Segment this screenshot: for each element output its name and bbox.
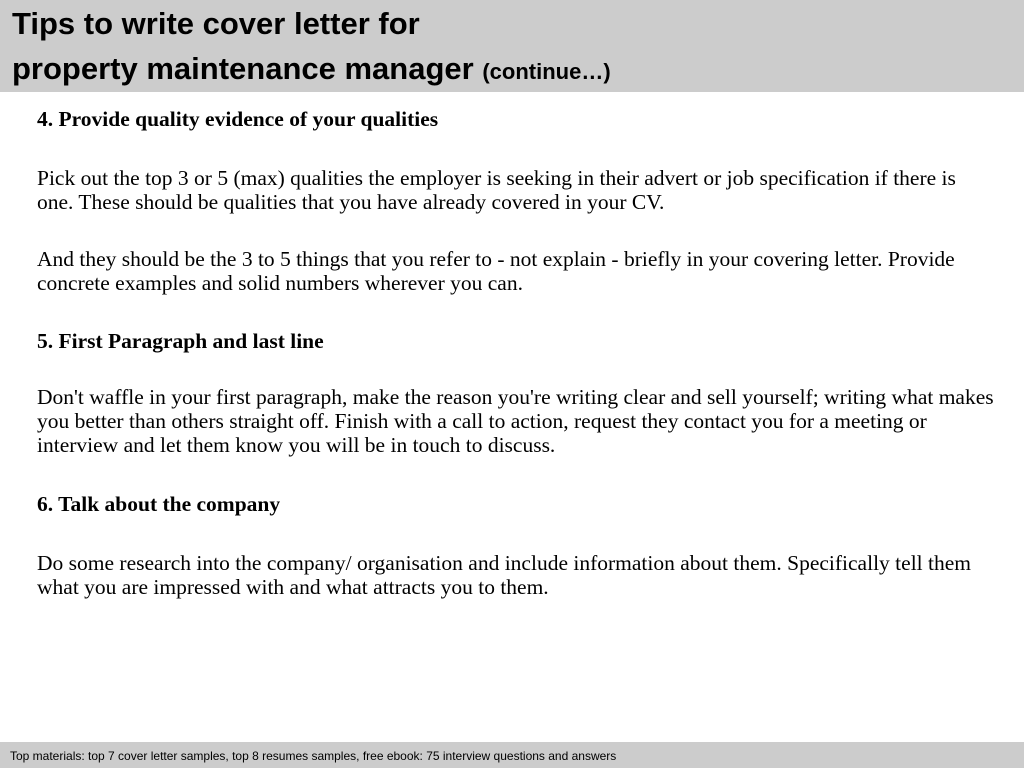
slide-title-main: property maintenance manager	[12, 51, 474, 86]
section-paragraph: Don't waffle in your first paragraph, make the reason you're writing clear and sell yourself; writing what makes you better than others straight off. Finish with a call to action, request they contact you for a meeting or interview and let them know you will be in touch to discuss.	[37, 385, 994, 457]
slide-title-line-2	[12, 51, 611, 90]
footer-bar	[0, 742, 1024, 768]
section-heading-company: 6. Talk about the company	[37, 492, 281, 516]
section-heading-qualities: 4. Provide quality evidence of your qualities	[37, 107, 439, 131]
section-paragraph: And they should be the 3 to 5 things that you refer to - not explain - briefly in your covering letter. Provide concrete examples and solid numbers wherever you can.	[37, 247, 955, 295]
slide-title-suffix: (continue…)	[482, 59, 611, 84]
footer-text: Top materials: top 7 cover letter samples, top 8 resumes samples, free ebook: 75 interview questions and answers	[10, 749, 617, 763]
title-bar	[0, 0, 1024, 92]
section-paragraph: Pick out the top 3 or 5 (max) qualities the employer is seeking in their advert or job specification if there is one. These should be qualities that you have already covered in your CV.	[37, 166, 956, 214]
section-heading-first-paragraph: 5. First Paragraph and last line	[37, 329, 324, 353]
slide-title-line-1: Tips to write cover letter for	[12, 6, 420, 41]
section-paragraph: Do some research into the company/ organisation and include information about them. Specifically tell them what you are impressed with and what attracts you to them.	[37, 551, 972, 599]
